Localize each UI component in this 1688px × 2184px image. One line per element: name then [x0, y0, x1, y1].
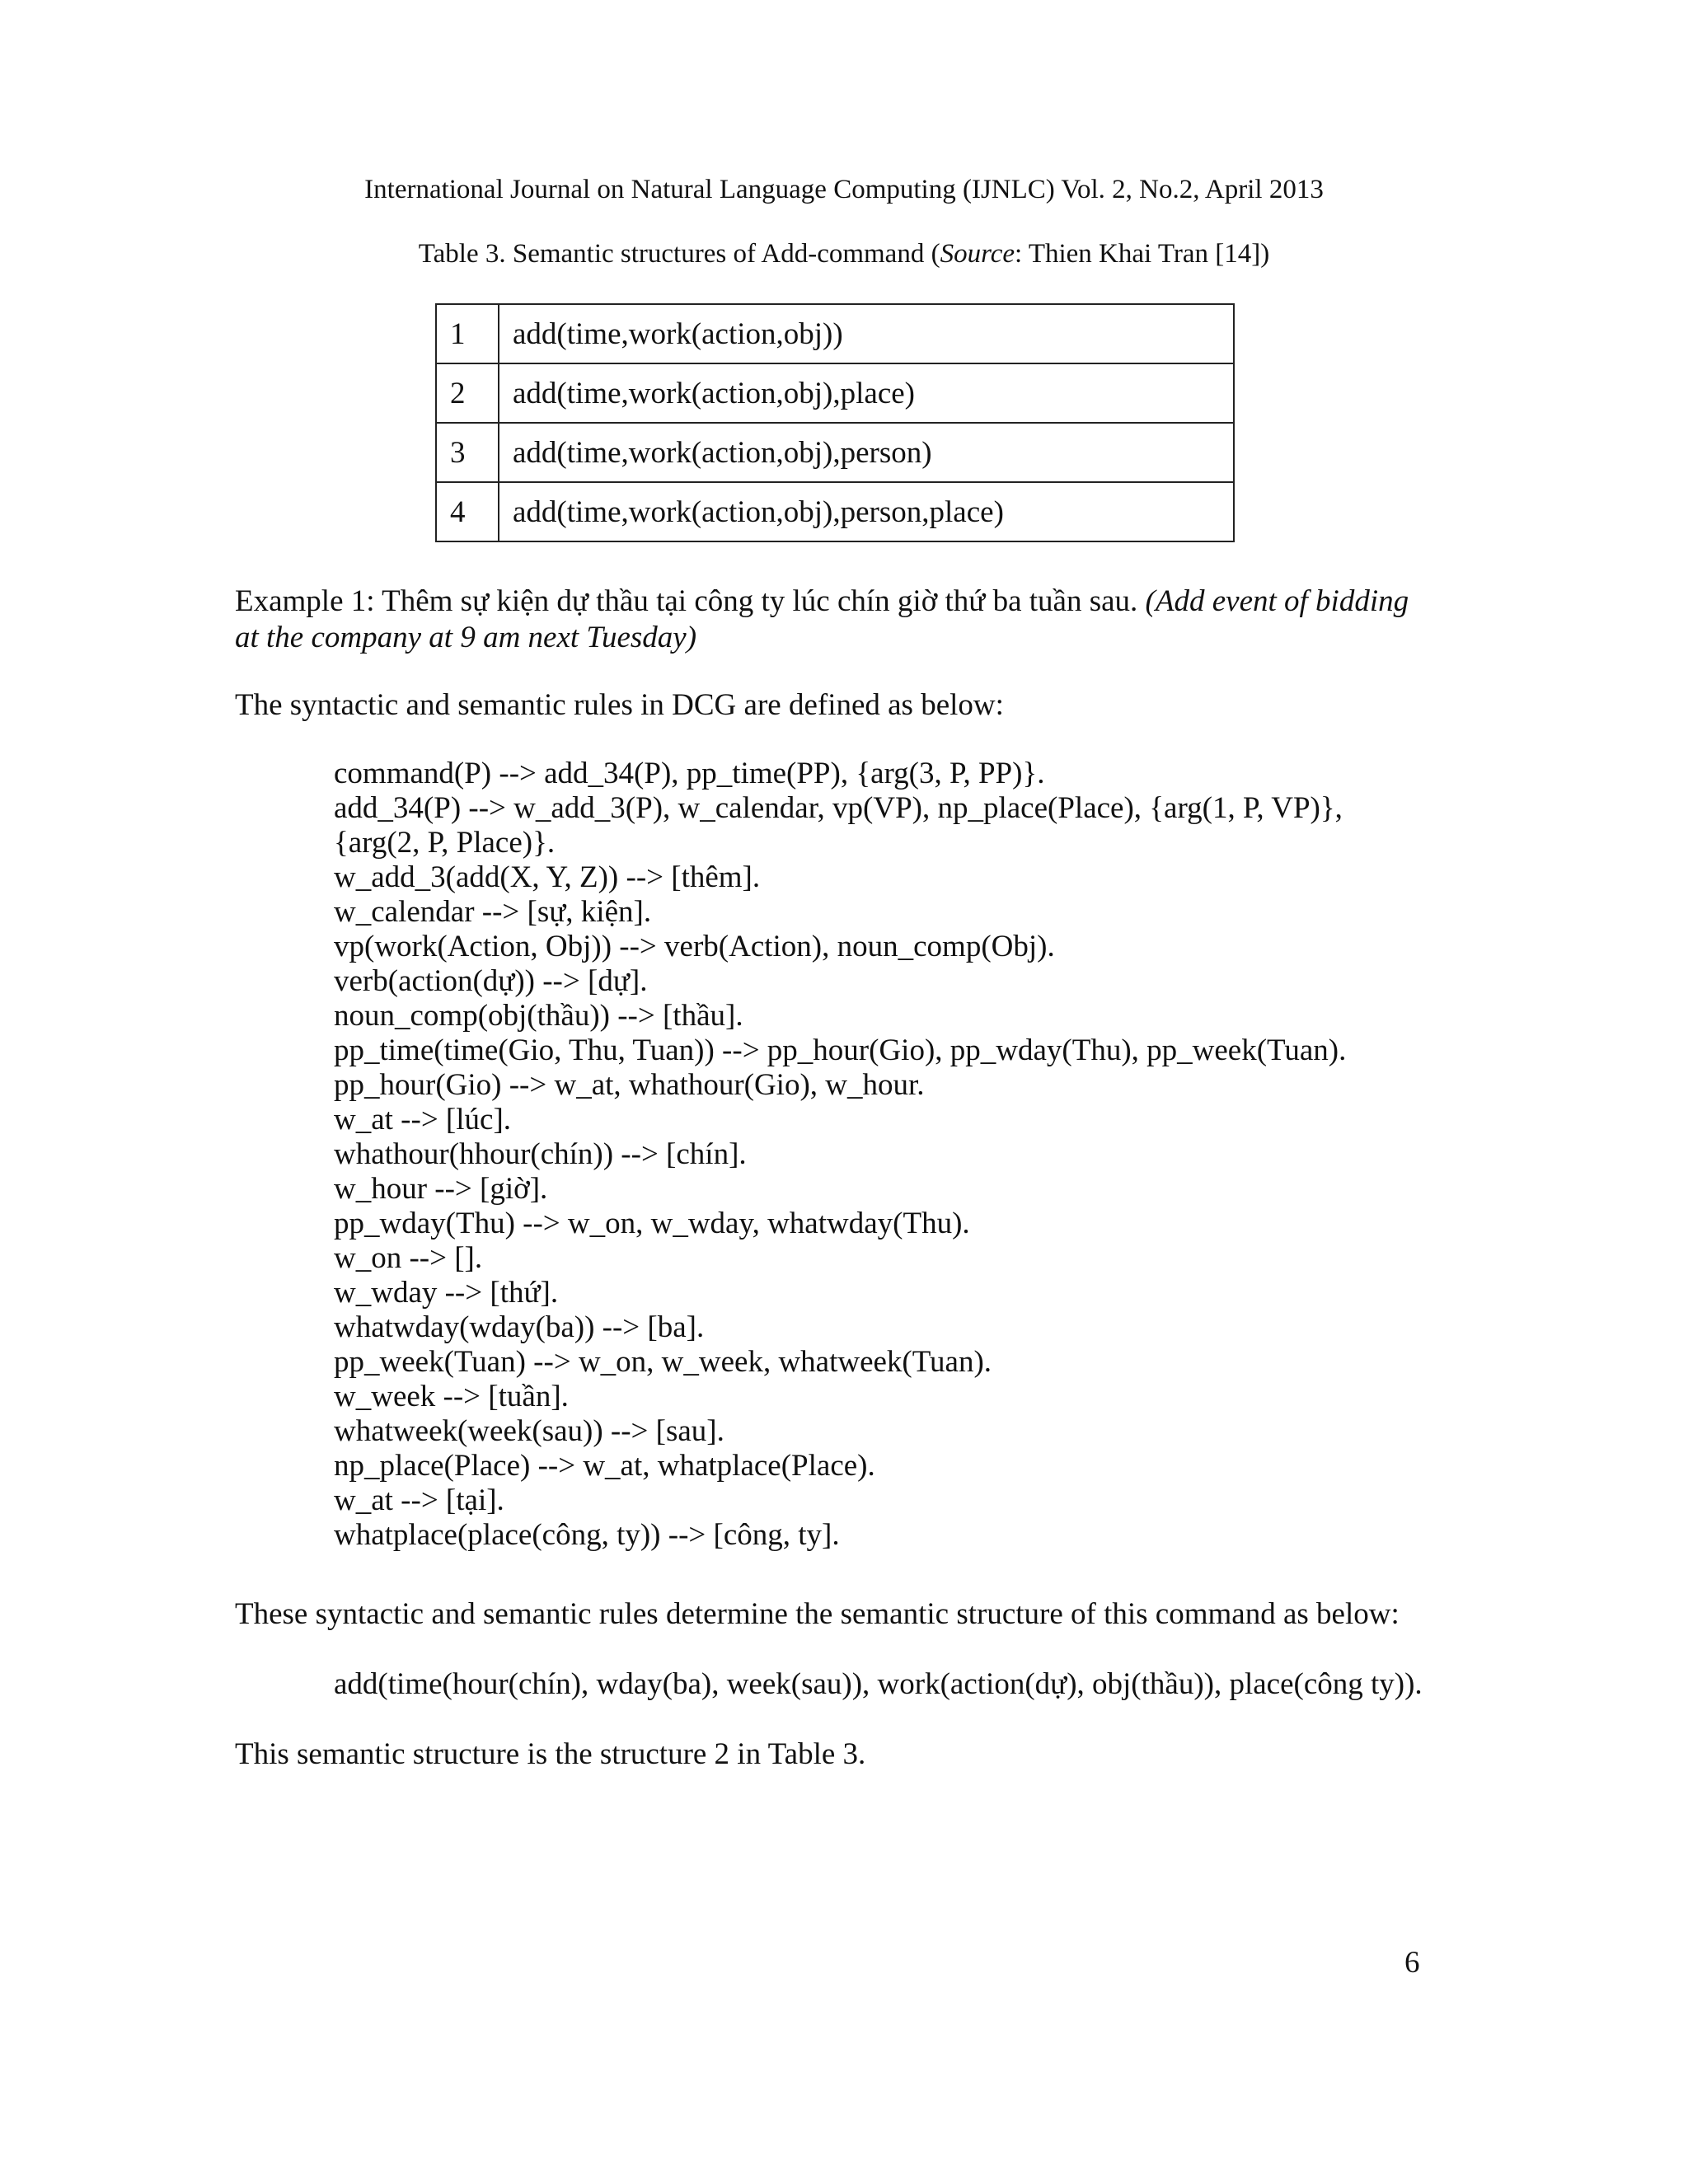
running-header: International Journal on Natural Language Computing (IJNLC) Vol. 2, No.2, April 2013	[364, 175, 1324, 204]
rule-line: whatwday(wday(ba)) --> [ba].	[334, 1310, 705, 1344]
semantic-structure-result: add(time(hour(chín), wday(ba), week(sau)), work(action(dự), obj(thầu)), place(công ty)).	[334, 1667, 1423, 1701]
row-number: 1	[436, 304, 499, 363]
row-number: 4	[436, 482, 499, 541]
page-number: 6	[1404, 1946, 1420, 1980]
rule-line: vp(work(Action, Obj)) --> verb(Action), noun_comp(Obj).	[334, 930, 1055, 963]
rule-line: verb(action(dự)) --> [dự].	[334, 964, 648, 998]
table-row	[436, 482, 1234, 541]
row-structure: add(time,work(action,obj),place)	[499, 363, 1234, 423]
dcg-rules-block	[334, 757, 1346, 1553]
rule-line: w_at --> [lúc].	[334, 1103, 512, 1137]
row-number: 2	[436, 363, 499, 423]
rule-line: w_week --> [tuần].	[334, 1380, 569, 1413]
rule-line: noun_comp(obj(thầu)) --> [thầu].	[334, 999, 743, 1033]
table-row	[436, 363, 1234, 423]
rule-line: w_hour --> [giờ].	[334, 1172, 548, 1206]
rule-line: whathour(hhour(chín)) --> [chín].	[334, 1137, 747, 1171]
caption-prefix: Table 3. Semantic structures of Add-command (	[418, 239, 940, 269]
determine-paragraph: These syntactic and semantic rules determine the semantic structure of this command as below:	[235, 1597, 1400, 1631]
row-structure: add(time,work(action,obj),person,place)	[499, 482, 1234, 541]
table-row	[436, 304, 1234, 363]
caption-suffix: : Thien Khai Tran [14])	[1015, 239, 1270, 269]
row-structure: add(time,work(action,obj),person)	[499, 423, 1234, 482]
example-line-1	[235, 583, 1409, 619]
rule-line: w_calendar --> [sự, kiện].	[334, 895, 652, 929]
rule-line: pp_hour(Gio) --> w_at, whathour(Gio), w_hour.	[334, 1068, 925, 1102]
rule-line: w_on --> [].	[334, 1241, 483, 1275]
rule-line: np_place(Place) --> w_at, whatplace(Place).	[334, 1449, 875, 1483]
example-translation-part1: (Add event of bidding	[1145, 584, 1409, 618]
semantic-structures-table	[435, 303, 1235, 542]
rule-line: pp_wday(Thu) --> w_on, w_wday, whatwday(Thu).	[334, 1207, 970, 1240]
row-number: 3	[436, 423, 499, 482]
rule-line: add_34(P) --> w_add_3(P), w_calendar, vp(VP), np_place(Place), {arg(1, P, VP)},	[334, 791, 1343, 825]
example-translation-part2: at the company at 9 am next Tuesday)	[235, 621, 697, 654]
rules-intro-paragraph: The syntactic and semantic rules in DCG are defined as below:	[235, 688, 1004, 722]
rule-line: whatweek(week(sau)) --> [sau].	[334, 1414, 724, 1448]
table-row	[436, 423, 1234, 482]
table-caption	[0, 239, 1688, 269]
rule-line: {arg(2, P, Place)}.	[334, 826, 556, 860]
rule-line: w_wday --> [thứ].	[334, 1276, 559, 1310]
rule-line: w_add_3(add(X, Y, Z)) --> [thêm].	[334, 860, 761, 894]
conclusion-paragraph: This semantic structure is the structure 2 in Table 3.	[235, 1737, 866, 1771]
caption-source-label: Source	[940, 239, 1015, 269]
rule-line: command(P) --> add_34(P), pp_time(PP), {arg(3, P, PP)}.	[334, 757, 1045, 790]
rule-line: whatplace(place(công, ty)) --> [công, ty].	[334, 1518, 840, 1552]
row-structure: add(time,work(action,obj))	[499, 304, 1234, 363]
rule-line: pp_week(Tuan) --> w_on, w_week, whatweek(Tuan).	[334, 1345, 992, 1379]
example-vietnamese: Example 1: Thêm sự kiện dự thầu tại công ty lúc chín giờ thứ ba tuần sau.	[235, 584, 1146, 618]
rule-line: w_at --> [tại].	[334, 1483, 504, 1517]
rule-line: pp_time(time(Gio, Thu, Tuan)) --> pp_hour(Gio), pp_wday(Thu), pp_week(Tuan).	[334, 1033, 1347, 1067]
